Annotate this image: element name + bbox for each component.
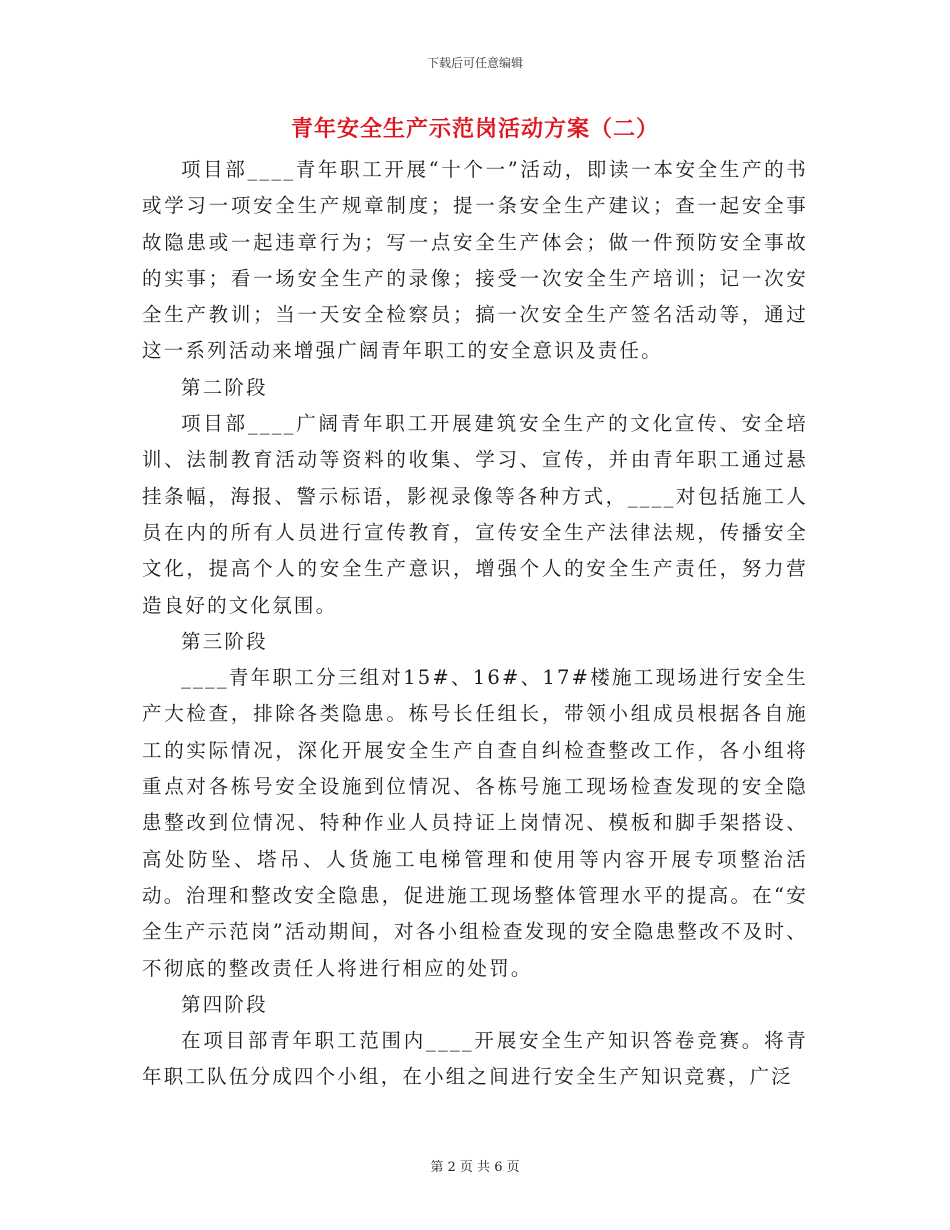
section-heading-stage-4: 第四阶段 (181, 992, 268, 1016)
page-number: 第 2 页 共 6 页 (430, 1160, 520, 1175)
paragraph-4: 在项目部青年职工范围内____开展安全生产知识答卷竞赛。将青年职工队伍分成四个小组，在小组之间进行安全生产知识竞赛，广泛 (142, 1029, 808, 1089)
section-heading-stage-2: 第二阶段 (181, 375, 268, 399)
header-note: 下载后可任意编辑 (426, 56, 523, 70)
section-heading-stage-3: 第三阶段 (181, 629, 268, 653)
paragraph-3: ____青年职工分三组对15#、16#、17#楼施工现场进行安全生产大检查，排除各类隐患。栋号长任组长，带领小组成员根据各自施工的实际情况，深化开展安全生产自查自纠检查整改工作，各小组将重点对各栋号安全设施到位情况、各栋号施工现场检查发现的安全隐患整改到位情况、特种作业人员持证上岗情况、模板和脚手架搭设、高处防坠、塔吊、人货施工电梯管理和使用等内容开展专项整治活动。治理和整改安全隐患，促进施工现场整体管理水平的提高。在“安全生产示范岗”活动期间，对各小组检查发现的安全隐患整改不及时、不彻底的整改责任人将进行相应的处罚。 (142, 666, 808, 980)
document-title: 青年安全生产示范岗活动方案（二） (290, 116, 659, 142)
paragraph-2: 项目部____广阔青年职工开展建筑安全生产的文化宣传、安全培训、法制教育活动等资料的收集、学习、宣传，并由青年职工通过悬挂条幅，海报、警示标语，影视录像等各种方式，____对包括施工人员在内的所有人员进行宣传教育，宣传安全生产法律法规，传播安全文化，提高个人的安全生产意识，增强个人的安全生产责任，努力营造良好的文化氛围。 (142, 412, 808, 617)
document-body (142, 152, 808, 1096)
paragraph-1: 项目部____青年职工开展“十个一”活动，即读一本安全生产的书或学习一项安全生产规章制度；提一条安全生产建议；查一起安全事故隐患或一起违章行为；写一点安全生产体会；做一件预防安全事故的实事；看一场安全生产的录像；接受一次安全生产培训；记一次安全生产教训；当一天安全检察员；搞一次安全生产签名活动等，通过这一系列活动来增强广阔青年职工的安全意识及责任。 (142, 158, 808, 363)
